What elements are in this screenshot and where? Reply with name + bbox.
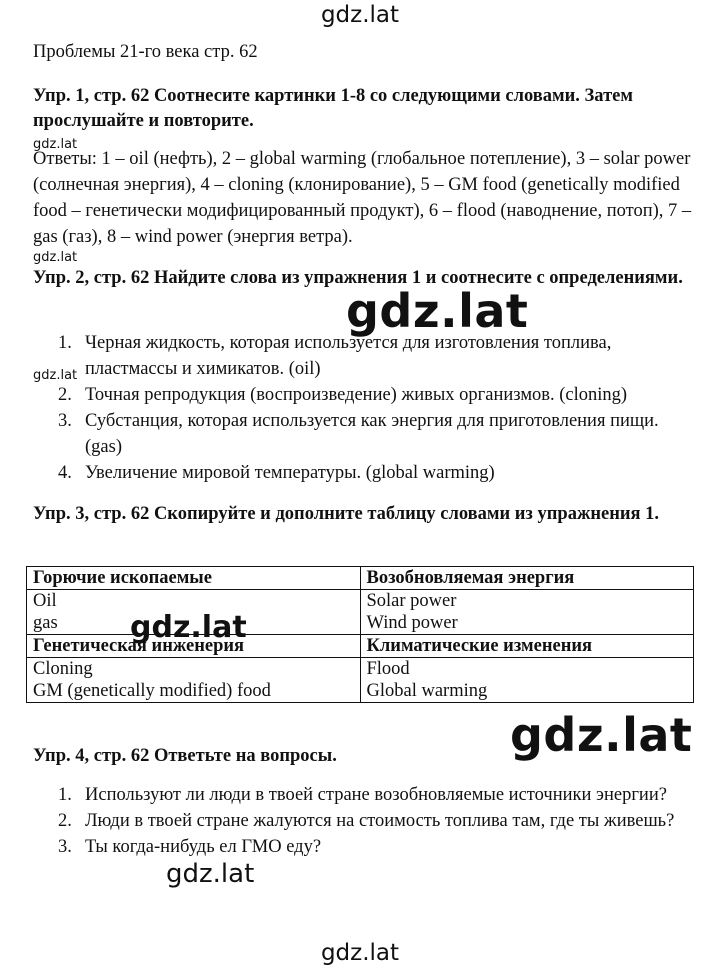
list-item [58, 834, 678, 860]
watermark-bottom: gdz.lat [320, 940, 400, 966]
watermark-big-right: gdz.lat [510, 708, 693, 762]
list-item [58, 782, 678, 808]
ex1-heading: Упр. 1, стр. 62 Соотнесите картинки 1-8 со следующими словами. Затем прослушайте и повторите. [33, 86, 633, 131]
table-row [27, 590, 694, 635]
page-subtitle: Проблемы 21-го века стр. 62 [33, 42, 258, 62]
watermark-small-2: gdz.lat [33, 250, 78, 265]
watermark-list4: gdz.lat [166, 859, 255, 889]
watermark-table: gdz.lat [130, 610, 247, 645]
watermark-small-1: gdz.lat [33, 137, 78, 152]
table-header-climate-change: Климатические изменения [360, 635, 694, 658]
table-row [27, 658, 694, 703]
words-table [26, 566, 694, 703]
ex3-heading: Упр. 3, стр. 62 Скопируйте и дополните таблицу словами из упражнения 1. [33, 504, 660, 524]
table-header-genetic-engineering: Генетическая инженерия [27, 635, 361, 658]
watermark-top: gdz.lat [320, 2, 400, 28]
list-item [58, 460, 678, 486]
list-item-number: 2. [58, 385, 72, 405]
list-item-number: 4. [58, 463, 72, 483]
list-item-number: 3. [58, 837, 72, 857]
list-item-number: 1. [58, 785, 72, 805]
table-cell: Solar power Wind power [360, 590, 694, 635]
ex2-heading: Упр. 2, стр. 62 Найдите слова из упражнения 1 и соотнесите с определениями. [33, 268, 683, 288]
table-cell: Cloning GM (genetically modified) food [27, 658, 361, 703]
watermark-big-center: gdz.lat [346, 284, 529, 338]
table-row [27, 635, 694, 658]
ex4-heading: Упр. 4, стр. 62 Ответьте на вопросы. [33, 746, 337, 766]
list-item-text: Ты когда-нибудь ел ГМО еду? [85, 837, 322, 857]
watermark-small-3: gdz.lat [33, 368, 78, 383]
table-cell: Flood Global warming [360, 658, 694, 703]
list-item [58, 408, 678, 460]
list-item [58, 382, 678, 408]
list-item-number: 1. [58, 333, 72, 353]
list-item-text: Увеличение мировой температуры. (global warming) [85, 463, 495, 483]
list-item-number: 3. [58, 411, 72, 431]
ex4-list [58, 782, 678, 860]
ex1-answer: Ответы: 1 – oil (нефть), 2 – global warming (глобальное потепление), 3 – solar power (солнечная энергия), 4 – cloning (клонирование), 5 – GM food (genetically modified food – генетически модифицированный продукт), 6 – flood (наводнение, потоп), 7 – gas (газ), 8 – wind power (энергия ветра). [33, 149, 692, 247]
ex2-list [58, 330, 678, 486]
list-item-text: Субстанция, которая используется как энергия для приготовления пищи. (gas) [85, 411, 659, 457]
list-item-text: Черная жидкость, которая используется для изготовления топлива, пластмассы и химикатов. (oil) [85, 333, 612, 379]
list-item-text: Используют ли люди в твоей стране возобновляемые источники энергии? [85, 785, 667, 805]
table-cell: Oil gas [27, 590, 361, 635]
list-item [58, 808, 678, 834]
list-item-text: Люди в твоей стране жалуются на стоимость топлива там, где ты живешь? [85, 811, 675, 831]
list-item-number: 2. [58, 811, 72, 831]
table-row [27, 567, 694, 590]
table-header-renewable-energy: Возобновляемая энергия [360, 567, 694, 590]
table-header-fossil-fuels: Горючие ископаемые [27, 567, 361, 590]
list-item-text: Точная репродукция (воспроизведение) живых организмов. (cloning) [85, 385, 628, 405]
